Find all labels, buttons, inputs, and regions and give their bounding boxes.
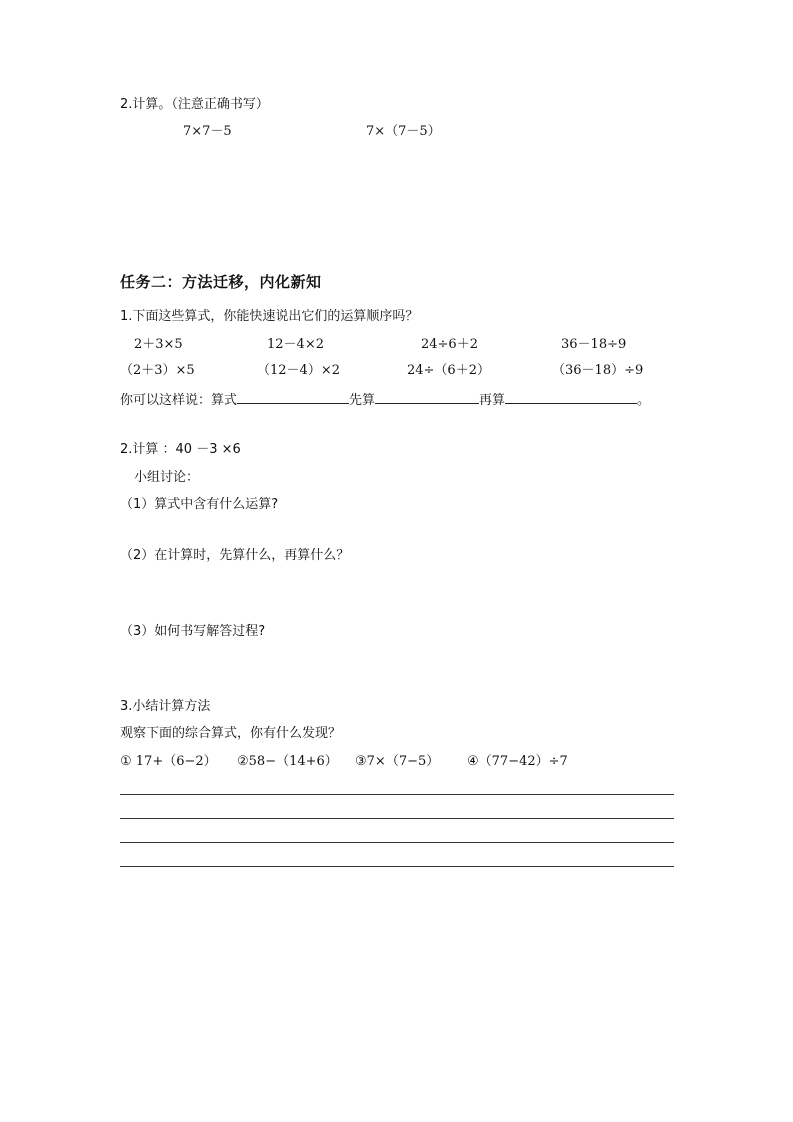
discussion-item-2: （2）在计算时，先算什么，再算什么？ — [120, 548, 350, 563]
expression-b: 7×（7－5） — [366, 124, 441, 139]
expression-row2-3: 24÷（6＋2） — [407, 363, 490, 378]
expression-row2-4: （36－18）÷9 — [552, 363, 644, 378]
discussion-item-3: （3）如何书写解答过程? — [120, 624, 266, 639]
expression-row1-3: 24÷6＋2 — [421, 337, 478, 352]
expression-row2-1: （2＋3）×5 — [120, 363, 195, 378]
expression-row1-4: 36－18÷9 — [561, 337, 627, 352]
sentence-first: 先算 — [349, 393, 376, 408]
compound-expression-4: ④（77−42）÷7 — [467, 754, 568, 769]
blank-first-step[interactable] — [375, 391, 479, 404]
blank-second-step[interactable] — [505, 391, 637, 404]
expression-row1-2: 12－4×2 — [267, 337, 324, 352]
fill-in-sentence — [120, 391, 650, 409]
expression-a: 7×7－5 — [183, 124, 232, 139]
answer-line-2[interactable] — [120, 818, 674, 819]
answer-line-1[interactable] — [120, 794, 674, 795]
blank-expression[interactable] — [237, 391, 349, 404]
sentence-then: 再算 — [479, 393, 506, 408]
compound-expression-2: ②58−（14+6） — [237, 754, 338, 769]
question-1-prompt: 1.下面这些算式，你能快速说出它们的运算顺序吗？ — [120, 309, 419, 324]
expression-row1-1: 2＋3×5 — [134, 337, 183, 352]
expression-row2-2: （12－4）×2 — [257, 363, 340, 378]
group-discussion-label: 小组讨论： — [134, 470, 200, 485]
question-2-calc: 2.计算 ：40 －3 ×6 — [120, 442, 241, 457]
compound-expression-3: ③7×（7−5） — [355, 754, 440, 769]
question-2-title: 2.计算。（注意正确书写） — [120, 97, 269, 112]
answer-line-3[interactable] — [120, 842, 674, 843]
question-3-prompt: 观察下面的综合算式，你有什么发现？ — [120, 726, 342, 741]
sentence-end: 。 — [637, 393, 651, 408]
task-two-heading: 任务二：方法迁移，内化新知 — [120, 273, 322, 291]
compound-expression-1: ① 17+（6−2） — [120, 754, 217, 769]
sentence-prefix: 你可以这样说：算式 — [120, 393, 238, 408]
discussion-item-1: （1）算式中含有什么运算? — [120, 497, 279, 512]
question-3-title: 3.小结计算方法 — [120, 699, 211, 714]
answer-line-4[interactable] — [120, 866, 674, 867]
